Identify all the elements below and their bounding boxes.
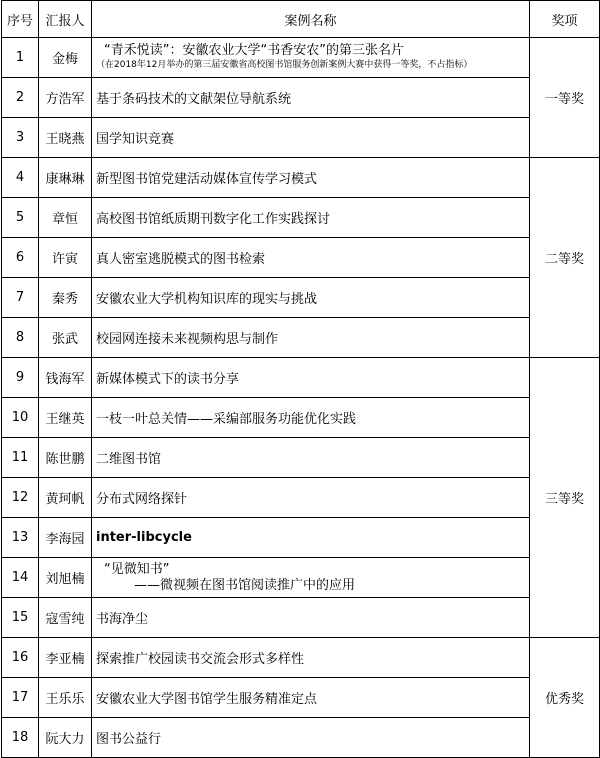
row-case-name: 安徽农业大学机构知识库的现实与挑战 xyxy=(92,278,530,318)
row-reporter: 李亚楠 xyxy=(39,638,92,678)
table-row xyxy=(2,198,600,238)
table-row xyxy=(2,278,600,318)
row-index: 6 xyxy=(2,238,39,278)
row-case-name: 安徽农业大学图书馆学生服务精准定点 xyxy=(92,678,530,718)
row-index: 15 xyxy=(2,598,39,638)
row-index: 2 xyxy=(2,78,39,118)
award-excellent: 优秀奖 xyxy=(530,638,600,758)
table-row xyxy=(2,118,600,158)
case-title: “见微知书” xyxy=(104,561,170,577)
table-row xyxy=(2,518,600,558)
row-reporter: 王乐乐 xyxy=(39,678,92,718)
row-reporter: 钱海军 xyxy=(39,358,92,398)
row-reporter: 寇雪纯 xyxy=(39,598,92,638)
row-reporter: 黄珂帆 xyxy=(39,478,92,518)
table-row xyxy=(2,78,600,118)
row-case-name: 国学知识竞赛 xyxy=(92,118,530,158)
table-row xyxy=(2,398,600,438)
row-reporter: 阮大力 xyxy=(39,718,92,758)
row-case-name: 书海净尘 xyxy=(92,598,530,638)
row-index: 3 xyxy=(2,118,39,158)
row-reporter: 张武 xyxy=(39,318,92,358)
row-index: 17 xyxy=(2,678,39,718)
award-table xyxy=(1,0,600,758)
row-index: 12 xyxy=(2,478,39,518)
case-subtitle: ——微视频在图书馆阅读推广中的应用 xyxy=(134,577,356,593)
row-reporter: 方浩军 xyxy=(39,78,92,118)
row-reporter: 康琳琳 xyxy=(39,158,92,198)
header-index: 序号 xyxy=(2,1,39,38)
row-case-name: 图书公益行 xyxy=(92,718,530,758)
row-index: 10 xyxy=(2,398,39,438)
row-index: 4 xyxy=(2,158,39,198)
row-reporter: 许寅 xyxy=(39,238,92,278)
row-case-name: 探索推广校园读书交流会形式多样性 xyxy=(92,638,530,678)
table-row xyxy=(2,158,600,198)
row-case-name: 新媒体模式下的读书分享 xyxy=(92,358,530,398)
table-row xyxy=(2,38,600,78)
row-reporter: 王继英 xyxy=(39,398,92,438)
header-award: 奖项 xyxy=(530,1,600,38)
row-reporter: 章恒 xyxy=(39,198,92,238)
row-reporter: 王晓燕 xyxy=(39,118,92,158)
table-row xyxy=(2,478,600,518)
row-case-name: 新型图书馆党建活动媒体宣传学习模式 xyxy=(92,158,530,198)
table-row xyxy=(2,438,600,478)
table-row xyxy=(2,358,600,398)
row-index: 18 xyxy=(2,718,39,758)
table-row xyxy=(2,598,600,638)
row-case-name xyxy=(92,38,530,78)
row-reporter: 刘旭楠 xyxy=(39,558,92,598)
header-case-name: 案例名称 xyxy=(92,1,530,38)
row-case-name: 校园网连接未来视频构思与制作 xyxy=(92,318,530,358)
award-first: 一等奖 xyxy=(530,38,600,158)
row-reporter: 金梅 xyxy=(39,38,92,78)
row-case-name: 真人密室逃脱模式的图书检索 xyxy=(92,238,530,278)
table-row xyxy=(2,638,600,678)
case-title: “青禾悦读”：安徽农业大学“书香安农”的第三张名片 xyxy=(104,43,404,58)
header-reporter: 汇报人 xyxy=(39,1,92,38)
row-case-name xyxy=(92,558,530,598)
table-row xyxy=(2,678,600,718)
row-case-name: inter-libcycle xyxy=(92,518,530,558)
row-reporter: 陈世鹏 xyxy=(39,438,92,478)
case-note: （在2018年12月举办的第三届安徽省高校图书馆服务创新案例大赛中获得一等奖，不占指标） xyxy=(96,60,473,70)
header-row xyxy=(2,1,600,38)
row-case-name: 一枝一叶总关情——采编部服务功能优化实践 xyxy=(92,398,530,438)
row-index: 7 xyxy=(2,278,39,318)
award-third: 三等奖 xyxy=(530,358,600,638)
row-index: 9 xyxy=(2,358,39,398)
row-reporter: 李海园 xyxy=(39,518,92,558)
row-index: 8 xyxy=(2,318,39,358)
row-case-name: 二维图书馆 xyxy=(92,438,530,478)
row-case-name: 高校图书馆纸质期刊数字化工作实践探讨 xyxy=(92,198,530,238)
row-case-name: 分布式网络探针 xyxy=(92,478,530,518)
row-index: 16 xyxy=(2,638,39,678)
row-index: 5 xyxy=(2,198,39,238)
table-row xyxy=(2,718,600,758)
table-row xyxy=(2,558,600,598)
table-row xyxy=(2,318,600,358)
row-index: 1 xyxy=(2,38,39,78)
row-index: 13 xyxy=(2,518,39,558)
row-reporter: 秦秀 xyxy=(39,278,92,318)
row-case-name: 基于条码技术的文献架位导航系统 xyxy=(92,78,530,118)
row-index: 14 xyxy=(2,558,39,598)
table-row xyxy=(2,238,600,278)
row-index: 11 xyxy=(2,438,39,478)
award-second: 二等奖 xyxy=(530,158,600,358)
